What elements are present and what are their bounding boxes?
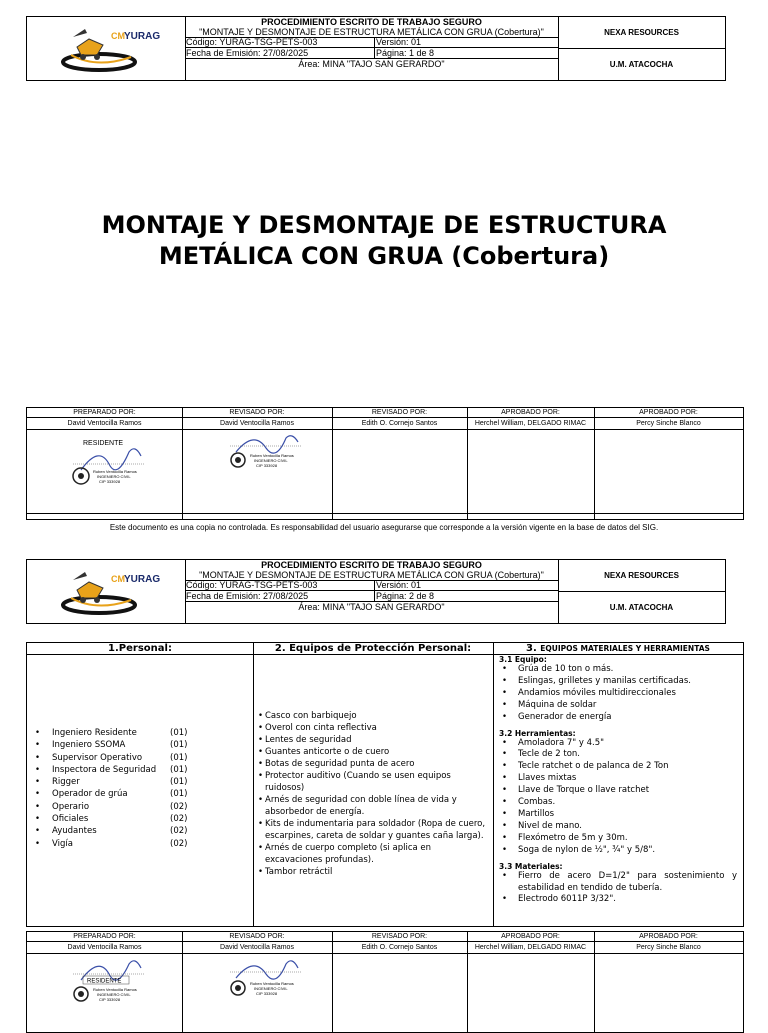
svg-text:CIP 333928: CIP 333928 [256,463,278,468]
herramienta-item: • Llaves mixtas [499,773,737,785]
emission-date: Fecha de Emisión: 27/08/2025 [185,591,375,601]
sig-name: Edith O. Cornejo Santos [332,942,467,954]
epp-item: • Protector auditivo (Cuando se usen equipos ruidosos) [258,770,486,794]
personal-item [35,752,255,764]
sig-label: PREPARADO POR: [27,932,182,942]
sig-box [27,954,182,1032]
equipo-item: • Máquina de soldar [499,700,737,712]
logo-graphic [27,17,185,80]
personal-role: Supervisor Operativo [52,752,143,763]
personal-item [35,739,255,751]
personal-qty: (01) [170,764,188,775]
equipo-item: • Grúa de 10 ton o más. [499,664,737,676]
sig-box [332,954,467,1032]
epp-item: • Casco con barbiquejo [258,710,486,722]
company-name: NEXA RESOURCES [558,17,725,49]
material-item: • Electrodo 6011P 3/32". [499,894,737,906]
epp-item: • Botas de seguridad punta de acero [258,758,486,770]
svg-text:CM: CM [111,31,125,41]
procedure-subtitle: "MONTAJE Y DESMONTAJE DE ESTRUCTURA METÁLICA CON GRUA (Cobertura)" [185,570,558,581]
procedure-title: PROCEDIMIENTO ESCRITO DE TRABAJO SEGURO [261,560,482,570]
sig-label: REVISADO POR: [182,932,332,942]
personal-item [35,764,255,776]
herramienta-item: • Llave de Torque o llave ratchet [499,785,737,797]
materiales-list [499,871,737,907]
svg-text:Ruben Ventocilla Ramos: Ruben Ventocilla Ramos [250,981,294,986]
page-number: Página: 2 de 8 [376,591,435,601]
sig-label: PREPARADO POR: [27,408,182,418]
material-item: • Fierro de acero D=1/2" para sostenimiento y estabilidad en tendido de tubería. [499,871,737,895]
epp-item: • Kits de indumentaria para soldador (Ropa de cuero, escarpines, careta de soldar y guantes caña larga). [258,818,486,842]
equipment-header [493,643,743,655]
doc-version: Versión: 01 [376,37,422,47]
personal-qty: (02) [170,826,188,837]
herramienta-item: • Nivel de mano. [499,821,737,833]
svg-text:CM: CM [111,574,125,584]
sig-label: APROBADO POR: [594,408,743,418]
company-logo [27,17,186,80]
herramientas-list [499,738,737,857]
unit-name: U.M. ATACOCHA [609,603,674,612]
personal-column [27,643,254,926]
company-logo [27,560,186,623]
epp-item: • Overol con cinta reflectiva [258,722,486,734]
personal-list [35,727,255,850]
svg-text:YURAG: YURAG [124,31,161,42]
doc-code: Código: YURAG-TSG-PETS-003 [185,580,375,590]
sig-label: REVISADO POR: [332,408,467,418]
equipo-item: • Andamios móviles multidireccionales [499,688,737,700]
sig-box [332,430,467,514]
equipment-header-num: 3. [526,643,537,654]
sig-box [182,430,332,514]
signature-table [26,931,744,1033]
personal-item [35,825,255,837]
unit-name: U.M. ATACOCHA [609,60,674,69]
personal-role: Ingeniero Residente [52,728,137,738]
page-number: Página: 1 de 8 [376,48,435,58]
svg-text:Ruben Ventocilla Ramos: Ruben Ventocilla Ramos [93,469,137,474]
equipo-title: 3.1 Equipo: [499,655,547,664]
equipo-list [499,664,737,724]
stamp-role: RESIDENTE [83,440,124,447]
personal-qty: (01) [170,752,188,763]
svg-text:Ruben Ventocilla Ramos: Ruben Ventocilla Ramos [93,987,137,992]
logo-graphic [27,560,185,623]
personal-item [35,801,255,813]
svg-text:INGENIERO CIVIL: INGENIERO CIVIL [254,986,288,991]
personal-item [35,813,255,825]
epp-item: • Tambor retráctil [258,866,486,878]
svg-text:RESIDENTE: RESIDENTE [87,978,122,985]
signature-stamp [69,956,149,1006]
svg-text:INGENIERO CIVIL: INGENIERO CIVIL [97,474,131,479]
signature-table [26,407,744,520]
personal-item [35,788,255,800]
svg-text:INGENIERO CIVIL: INGENIERO CIVIL [254,458,288,463]
personal-role: Rigger [52,777,80,788]
disclaimer-note: Este documento es una copia no controlada. Es responsabilidad del usuario asegurarse que corresponde a la versión vigente en la base de datos del SIG. [109,523,659,532]
epp-item: • Lentes de seguridad [258,734,486,746]
page-header [26,16,726,81]
herramienta-item: • Martillos [499,809,737,821]
personal-item [35,727,255,739]
doc-code: Código: YURAG-TSG-PETS-003 [185,37,375,47]
sig-box [467,954,594,1032]
svg-text:YURAG: YURAG [124,574,161,585]
herramientas-title: 3.2 Herramientas: [499,728,576,738]
sig-name: Herchel William, DELGADO RIMAC [467,418,594,430]
personal-role: Inspectora de Seguridad [52,764,157,775]
equipment-column [493,643,743,926]
sig-label: REVISADO POR: [182,408,332,418]
personal-role: Operario [52,801,90,812]
personal-role: Operador de grúa [52,789,128,800]
sig-box [182,954,332,1032]
area: Área: MINA "TAJO SAN GERARDO" [298,59,445,69]
personal-role: Vigía [52,838,73,849]
sig-box [467,430,594,514]
sig-name: David Ventocilla Ramos [182,418,332,430]
sig-box [594,430,743,514]
svg-text:INGENIERO CIVIL: INGENIERO CIVIL [97,992,131,997]
herramienta-item: • Flexómetro de 5m y 30m. [499,833,737,845]
doc-version: Versión: 01 [376,580,422,590]
sig-label: APROBADO POR: [594,932,743,942]
personal-role: Ayudantes [52,826,97,837]
herramienta-item: • Tecle ratchet o de palanca de 2 Ton [499,761,737,773]
personal-role: Oficiales [52,814,89,825]
sig-name: David Ventocilla Ramos [182,942,332,954]
signature-stamp [226,956,306,1006]
epp-list [258,710,486,878]
area: Área: MINA "TAJO SAN GERARDO" [298,602,445,612]
sig-box [594,954,743,1032]
header-info [185,17,559,80]
personal-item [35,776,255,788]
epp-header: 2. Equipos de Protección Personal: [253,643,493,655]
epp-column [253,643,494,926]
personal-qty: (01) [170,777,188,788]
sig-name: Percy Sinche Blanco [594,942,743,954]
epp-item: • Guantes anticorte o de cuero [258,746,486,758]
sig-name: Edith O. Cornejo Santos [332,418,467,430]
sig-name: David Ventocilla Ramos [27,942,182,954]
sig-label: REVISADO POR: [332,932,467,942]
resources-table [26,642,744,927]
personal-item [35,838,255,850]
personal-qty: (02) [170,838,188,849]
company-name: NEXA RESOURCES [558,560,725,592]
sig-name: Herchel William, DELGADO RIMAC [467,942,594,954]
epp-item: • Arnés de seguridad con doble línea de vida y absorbedor de energía. [258,794,486,818]
document-title [0,210,768,272]
header-info [185,560,559,623]
equipo-item: • Eslingas, grilletes y manilas certificadas. [499,676,737,688]
emission-date: Fecha de Emisión: 27/08/2025 [185,48,375,58]
signature-stamp [69,440,149,490]
personal-qty: (02) [170,814,188,825]
herramienta-item: • Combas. [499,797,737,809]
procedure-subtitle: "MONTAJE Y DESMONTAJE DE ESTRUCTURA METÁLICA CON GRUA (Cobertura)" [185,27,558,38]
sig-name: Percy Sinche Blanco [594,418,743,430]
personal-qty: (01) [170,740,188,751]
sig-box [27,430,182,514]
svg-text:CIP 333928: CIP 333928 [99,479,121,484]
procedure-title: PROCEDIMIENTO ESCRITO DE TRABAJO SEGURO [261,17,482,27]
title-line-2: METÁLICA CON GRUA (Cobertura) [158,242,610,270]
svg-text:Ruben Ventocilla Ramos: Ruben Ventocilla Ramos [250,453,294,458]
herramienta-item: • Tecle de 2 ton. [499,749,737,761]
title-line-1: MONTAJE Y DESMONTAJE DE ESTRUCTURA [101,211,667,239]
signature-stamp [226,432,306,472]
sig-name: David Ventocilla Ramos [27,418,182,430]
svg-text:CIP 333928: CIP 333928 [99,997,121,1002]
equipo-item: • Generador de energía [499,712,737,724]
equipment-header-text: EQUIPOS MATERIALES Y HERRAMIENTAS [540,644,710,653]
personal-qty: (01) [170,789,188,800]
sig-label: APROBADO POR: [467,932,594,942]
svg-text:CIP 333928: CIP 333928 [256,991,278,996]
personal-header: 1.Personal: [27,643,253,655]
herramienta-item: • Soga de nylon de ½", ¾" y 5/8". [499,845,737,857]
personal-qty: (02) [170,801,188,812]
epp-item: • Arnés de cuerpo completo (si aplica en excavaciones profundas). [258,842,486,866]
herramienta-item: • Amoladora 7" y 4.5" [499,738,737,750]
personal-role: Ingeniero SSOMA [52,740,126,751]
personal-qty: (01) [170,728,188,738]
sig-label: APROBADO POR: [467,408,594,418]
page-header [26,559,726,624]
materiales-title: 3.3 Materiales: [499,861,563,871]
